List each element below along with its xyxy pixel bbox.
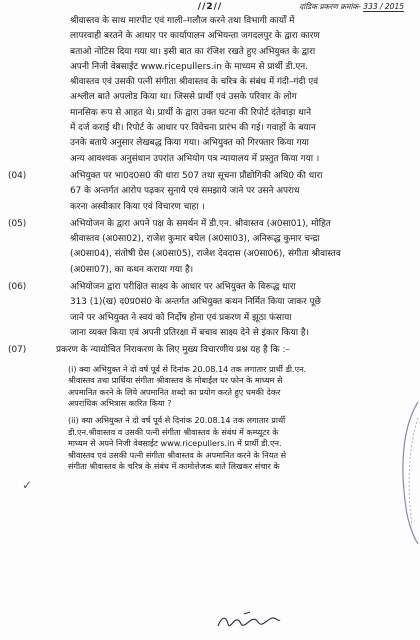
case-reference <box>299 2 404 12</box>
text-line: अपनी निजी वेबसाईट www.ricepullers.in के माध्यम से प्रार्थी डी.एन. <box>70 61 308 72</box>
case-ref-number: 333 / 2015 <box>363 2 404 11</box>
text-line: उनके बताये अनुसार लेखबद्ध किया गया। अभियुक्त को गिरफ्तार किया गया <box>70 138 309 149</box>
text-line: अन्य आवश्यक अनुसंधान उपरांत अभियोग पत्र न्यायालय में प्रस्तुत किया गया । <box>70 153 320 164</box>
text-line: बताओ नोटिस दिया गया था। इसी बात का रंजिश रखते हुए अभियुक्त के द्वारा <box>70 46 316 57</box>
text-line: प्रकरण के न्यायोचित निराकरण के लिए मुख्य विचारणीय प्रश्न यह है कि :– <box>56 345 290 356</box>
paragraph-05 <box>8 217 404 278</box>
text-line: अश्लील बाते अपलोड किया था। जिससे प्रार्थी एवं उसके परिवार के लोग <box>70 92 297 103</box>
margin-mark-icon: ✓ <box>22 478 33 492</box>
text-line: अभियुक्त पर भा0द0स0 की धारा 507 तथा सूचना प्रौद्योगिकी अधि0 की धारा <box>70 170 323 181</box>
handwritten-signature-icon <box>214 608 284 634</box>
text-line: जाने पर अभियुक्त ने स्वयं को निर्दोष होना एवं प्रकरण में झूठा फंसाया <box>70 312 292 323</box>
page-number: //2// <box>197 2 223 12</box>
text-line: संगीता श्रीवास्तव के चरित्र के संबंध में कामोत्तेजक बाते लिखकर संचार के <box>68 461 280 472</box>
text-line: श्रीवास्तव (अ0सा02), राजेश कुमार बघेल (अ0सा03), अनिरूद्ध कुमार चन्द्रा <box>70 234 320 245</box>
paragraph-number: (07) <box>8 345 27 356</box>
case-ref-prefix: दांडिक प्रकरण क्रमांक- <box>299 2 361 11</box>
text-line: मानसिक रूप से आहत थे। प्रार्थी के द्वारा उक्त घटना की रिपोर्ट दंतेवाड़ा थाने <box>70 107 312 118</box>
paragraph-number: (06) <box>8 282 27 293</box>
text-line: माध्यम से अपने निजी वेबसाईट www.ricepullers.in में प्रार्थी डी.एन. <box>68 438 282 449</box>
text-line: में दर्ज कराई थी। रिपोर्ट के आधार पर विवेचना प्रारंभ की गई। गवाहों के बयान <box>70 123 316 134</box>
text-line: श्रीवास्तव एवं उसकी पत्नी संगीता श्रीवास्तव के चरित्र के संबंध में गंदी–गंदी एवं <box>70 77 319 88</box>
text-line: (i) क्या अभियुक्त ने दो वर्ष पूर्व से दिनांक 20.08.14 तक लगातार प्रार्थी डी.एन. <box>68 363 307 374</box>
text-line: अभियोजन द्वारा परीक्षित साक्ष्य के आधार पर अभियुक्त के विरूद्ध धारा <box>70 282 296 293</box>
text-line: श्रीवास्तव के साथ मारपीट एवं गाली–गलौज करने तथा विभागी कार्यों में <box>70 16 295 26</box>
text-line: (ii) क्या अभियुक्त ने दो वर्ष पूर्व से दिनांक 20.08.14 तक लगातार प्रार्थी <box>68 414 286 425</box>
text-line: अपराधिक अभित्रास कारित किया ? <box>68 398 172 409</box>
paragraph-number: (04) <box>8 170 27 181</box>
document-body <box>8 14 404 473</box>
text-line: अपमानित करने के लिये अपमानित शब्दो का प्रयोग करते हुए धमकी देकर <box>68 386 281 397</box>
text-line: (अ0सा04), संतोषी ग्रेस (अ0सा05), राजेश देवदास (अ0सा06), संगीता श्रीवास्तव <box>70 249 341 260</box>
text-line: 313 (1)(ख) द0प्र0सं0 के अन्तर्गत अभियुक्त कथन निर्मित किया जाकर पूछे <box>70 297 321 308</box>
text-line: अभियोजन के द्वारा अपने पक्ष के समर्थन में डी.एन. श्रीवास्तव (अ0सा01), मोहित <box>70 218 331 229</box>
paragraph-number: (05) <box>8 218 27 229</box>
text-line: श्रीवास्तव तथा प्रार्थिया संगीता श्रीवास्तव के मोबाईल पर फोन के माध्यम से <box>68 375 283 386</box>
text-line: जाना व्यक्त किया एवं अपनी प्रतिरक्षा में बचाव साक्ष्य देने से इंकार किया है। <box>70 327 309 338</box>
paragraph-04 <box>8 169 404 215</box>
text-line: 67 के अन्तर्गत आरोप पढ़कर सुनाये एवं समझाये जाने पर उसने अपराध <box>70 186 300 197</box>
question-2 <box>8 415 404 473</box>
text-line: लापरवाही बरतने के आधार पर कार्यापालन अभियन्ता जगदलपुर के द्वारा कारण <box>70 31 320 42</box>
text-line: श्रीवास्तव एवं उसकी पत्नी संगीता श्रीवास्तव के अपमानित करने के नियत से <box>68 449 287 460</box>
paragraph-06 <box>8 280 404 341</box>
paragraph-07 <box>8 343 404 358</box>
text-line: करना अस्वीकार किया एवं विचारण चाहा । <box>70 201 205 212</box>
paragraph-continued <box>8 14 404 167</box>
question-1 <box>8 364 404 410</box>
court-seal-stamp-icon <box>396 398 420 548</box>
text-line: (अ0सा07), का कथन कराया गया है। <box>70 264 194 275</box>
text-line: डी.एन.श्रीवास्तव व उसकी पत्नी संगीता श्रीवास्तव के संबंध में कम्प्यूटर के <box>68 426 279 437</box>
